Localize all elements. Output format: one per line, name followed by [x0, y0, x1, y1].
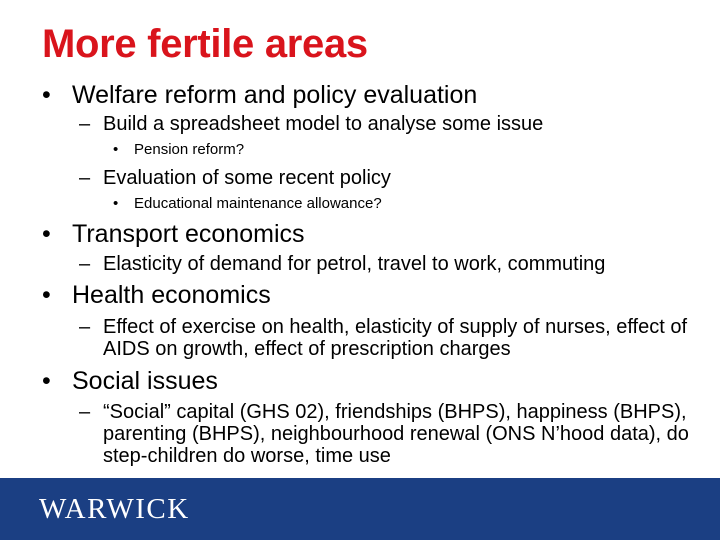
sub-bullet-health-effects: Effect of exercise on health, elasticity of supply of nurses, effect of AIDS on growth, effect of prescription charges [103, 316, 688, 360]
bullet-marker: • [42, 81, 51, 109]
dash-marker: – [79, 316, 91, 338]
sub-bullet-policy-evaluation: Evaluation of some recent policy [103, 167, 391, 189]
bullet-marker: • [113, 195, 119, 212]
bullet-social-issues: Social issues [72, 367, 218, 395]
sub-bullet-petrol-elasticity: Elasticity of demand for petrol, travel to work, commuting [103, 253, 606, 275]
bullet-marker: • [42, 281, 51, 309]
warwick-logo: WARWICK [39, 493, 190, 525]
dash-marker: – [79, 167, 91, 189]
sub-bullet-spreadsheet-model: Build a spreadsheet model to analyse some issue [103, 113, 544, 135]
bullet-welfare-reform: Welfare reform and policy evaluation [72, 81, 478, 109]
sub-sub-bullet-ema: Educational maintenance allowance? [134, 195, 382, 212]
dash-marker: – [79, 401, 91, 423]
slide-title: More fertile areas [42, 22, 368, 66]
bullet-marker: • [113, 141, 119, 158]
sub-sub-bullet-pension-reform: Pension reform? [134, 141, 245, 158]
bullet-health-economics: Health economics [72, 281, 271, 309]
bullet-marker: • [42, 220, 51, 248]
footer-bar [0, 478, 720, 540]
dash-marker: – [79, 113, 91, 135]
sub-bullet-social-capital: “Social” capital (GHS 02), friendships (BHPS), happiness (BHPS), parenting (BHPS), neighbourhood renewal (ONS N’hood data), do step-children do worse, time use [103, 401, 689, 467]
dash-marker: – [79, 253, 91, 275]
bullet-transport-economics: Transport economics [72, 220, 305, 248]
bullet-marker: • [42, 367, 51, 395]
